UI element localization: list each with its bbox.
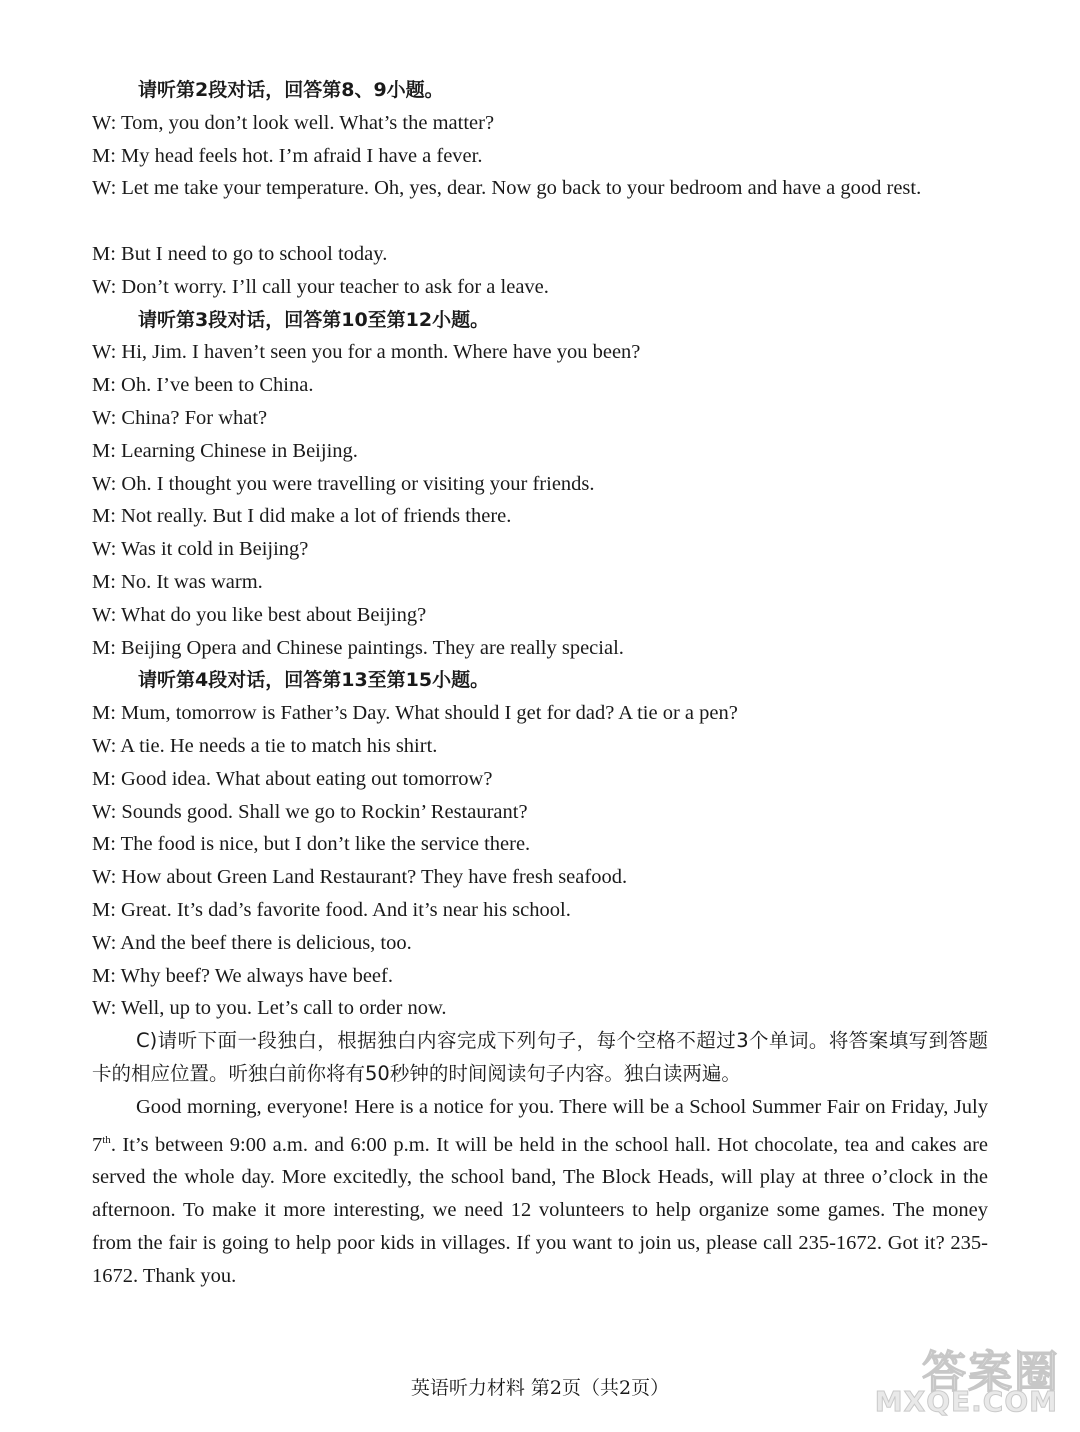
dialogue-line: W: Sounds good. Shall we go to Rockin’ Restaurant? bbox=[92, 800, 528, 823]
section-3-heading: 请听第3段对话，回答第10至第12小题。 bbox=[138, 308, 490, 331]
dialogue-line: M: But I need to go to school today. bbox=[92, 242, 388, 265]
dialogue-line: M: Learning Chinese in Beijing. bbox=[92, 439, 358, 462]
watermark-top-text: 答案圈 bbox=[922, 1347, 1060, 1398]
dialogue-line: W: What do you like best about Beijing? bbox=[92, 603, 427, 626]
monologue-part-1: Good morning, everyone! Here is a notice for you. There will be a School Summer Fair on Friday, July 7 bbox=[92, 1095, 988, 1156]
monologue-text bbox=[92, 1091, 988, 1293]
dialogue-line: W: How about Green Land Restaurant? They have fresh seafood. bbox=[92, 866, 628, 889]
dialogue-line: W: Let me take your temperature. Oh, yes, dear. Now go back to your bedroom and have a good rest. bbox=[92, 177, 922, 200]
dialogue-line: M: Mum, tomorrow is Father’s Day. What should I get for dad? A tie or a pen? bbox=[92, 702, 738, 725]
dialogue-line: M: My head feels hot. I’m afraid I have a fever. bbox=[92, 144, 483, 167]
document-body bbox=[92, 74, 988, 1292]
section-2-heading: 请听第2段对话，回答第8、9小题。 bbox=[138, 79, 444, 101]
dialogue-line: W: Tom, you don’t look well. What’s the matter? bbox=[92, 111, 495, 134]
dialogue-line: W: A tie. He needs a tie to match his shirt. bbox=[92, 734, 438, 757]
dialogue-line: M: Not really. But I did make a lot of friends there. bbox=[92, 505, 512, 528]
dialogue-line: W: Don’t worry. I’ll call your teacher to ask for a leave. bbox=[92, 275, 549, 298]
dialogue-line: W: Was it cold in Beijing? bbox=[92, 538, 309, 561]
dialogue-line: M: Why beef? We always have beef. bbox=[92, 964, 393, 987]
dialogue-line: W: China? For what? bbox=[92, 406, 268, 429]
dialogue-line: M: Beijing Opera and Chinese paintings. They are really special. bbox=[92, 636, 624, 659]
section-4-heading: 请听第4段对话，回答第13至第15小题。 bbox=[138, 669, 490, 692]
dialogue-line: M: No. It was warm. bbox=[92, 570, 263, 593]
dialogue-line: W: And the beef there is delicious, too. bbox=[92, 931, 412, 954]
ordinal-suffix: th bbox=[102, 1133, 111, 1146]
dialogue-line: W: Hi, Jim. I haven’t seen you for a month. Where have you been? bbox=[92, 341, 641, 364]
dialogue-line: M: The food is nice, but I don’t like the service there. bbox=[92, 833, 531, 856]
watermark-logo bbox=[868, 1334, 1068, 1424]
dialogue-line: W: Well, up to you. Let’s call to order now. bbox=[92, 997, 447, 1020]
dialogue-line: M: Great. It’s dad’s favorite food. And it’s near his school. bbox=[92, 898, 571, 921]
watermark-bottom-text: MXQE.COM bbox=[874, 1385, 1058, 1418]
dialogue-line: M: Good idea. What about eating out tomorrow? bbox=[92, 767, 493, 790]
section-c-instruction: C)请听下面一段独白，根据独白内容完成下列句子，每个空格不超过3个单词。将答案填写到答题卡的相应位置。听独白前你将有50秒钟的时间阅读句子内容。独白读两遍。 bbox=[92, 1029, 988, 1085]
page-footer: 英语听力材料 第2页（共2页） bbox=[410, 1377, 670, 1399]
dialogue-line: M: Oh. I’ve been to China. bbox=[92, 374, 314, 397]
monologue-part-2: . It’s between 9:00 a.m. and 6:00 p.m. It will be held in the school hall. Hot chocolate, tea and cakes are served the whole day. More excitedly, the school band, The Block Heads, will play at three o’clock in the afternoon. To make it more interesting, we need 12 volunteers to help organize some games. The money from the fair is going to help poor kids in villages. If you want to join us, please call 235-1672. Got it? 235-1672. Thank you. bbox=[92, 1133, 988, 1287]
dialogue-line: W: Oh. I thought you were travelling or visiting your friends. bbox=[92, 472, 595, 495]
